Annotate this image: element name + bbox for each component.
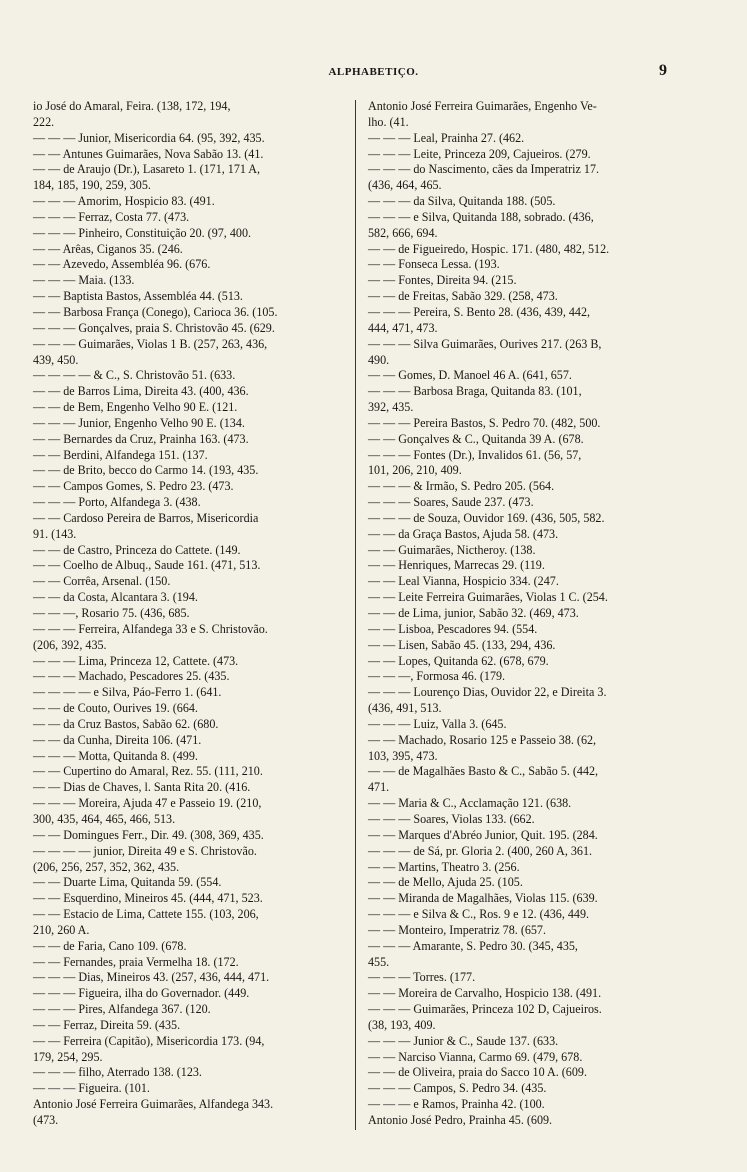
entry-line: — — Guimarães, Nictheroy. (138. <box>368 542 536 557</box>
entry-line: — — — Pereira Bastos, S. Pedro 70. (482, 500. <box>368 415 601 430</box>
entry-line: — — de Araujo (Dr.), Lasareto 1. (171, 171 A, <box>33 162 261 177</box>
entry-line: 184, 185, 190, 259, 305. <box>33 178 151 193</box>
entry-line: — — — Leite, Princeza 209, Cajueiros. (279. <box>368 146 591 161</box>
entry-line: — — — Moreira, Ajuda 47 e Passeio 19. (210, <box>33 796 262 811</box>
page-title: ALPHABETIÇO. <box>328 66 419 78</box>
entry-line: (473. <box>33 1113 59 1127</box>
entry-line: — — — Porto, Alfandega 3. (438. <box>33 495 201 510</box>
entry-line: — — Marques d'Abréo Junior, Quit. 195. (284. <box>368 827 598 842</box>
entry-line: — — — Lima, Princeza 12, Cattete. (473. <box>33 653 239 668</box>
entry-line: — — Lisen, Sabão 45. (133, 294, 436. <box>368 637 556 652</box>
entry-line: — — Narciso Vianna, Carmo 69. (479, 678. <box>368 1049 583 1064</box>
entry-line: — — Monteiro, Imperatriz 78. (657. <box>368 922 547 937</box>
entry-line: — — — Lourenço Dias, Ouvidor 22, e Direita 3. <box>368 685 607 700</box>
entry-line: — — — e Ramos, Prainha 42. (100. <box>368 1097 545 1112</box>
entry-line: — — de Oliveira, praia do Sacco 10 A. (609. <box>368 1065 587 1080</box>
entry-line: — — de Freitas, Sabão 329. (258, 473. <box>368 289 558 304</box>
entry-line: — — — Junior, Misericordia 64. (95, 392, 435. <box>33 130 265 145</box>
entry-line: — — Lisboa, Pescadores 94. (554. <box>368 621 538 636</box>
right-column <box>368 99 718 1129</box>
entry-line: — — Henriques, Marrecas 29. (119. <box>368 558 545 573</box>
page-header <box>0 62 747 88</box>
entry-line: — — — filho, Aterrado 138. (123. <box>33 1065 202 1080</box>
entry-line: — — — Pinheiro, Constituição 20. (97, 400. <box>33 225 252 240</box>
entry-line: — — Barbosa França (Conego), Carioca 36. (105. <box>33 304 278 319</box>
entry-line: 210, 260 A. <box>33 922 90 937</box>
entry-line: — — — Fontes (Dr.), Invalidos 61. (56, 57, <box>368 447 582 462</box>
entry-line: — — — do Nascimento, cães da Imperatriz 17. <box>368 162 600 177</box>
entry-line: — — — Soares, Saude 237. (473. <box>368 495 534 510</box>
entry-line: — — — Guimarães, Princeza 102 D, Cajueiros. <box>368 1002 602 1017</box>
entry-line: — — — — e Silva, Páo-Ferro 1. (641. <box>33 685 222 700</box>
entry-line: — — — Dias, Mineiros 43. (257, 436, 444, 471. <box>33 970 270 985</box>
entry-line: — — Campos Gomes, S. Pedro 23. (473. <box>33 479 234 494</box>
entry-line: — — da Cunha, Direita 106. (471. <box>33 732 202 747</box>
entry-line: — — Lopes, Quitanda 62. (678, 679. <box>368 653 549 668</box>
left-column <box>33 99 351 1129</box>
entry-line: 103, 395, 473. <box>368 748 438 763</box>
entry-line: — — de Bem, Engenho Velho 90 E. (121. <box>33 400 238 415</box>
entry-line: — — de Figueiredo, Hospic. 171. (480, 482, 512. <box>368 241 610 256</box>
entry-line: — — Baptista Bastos, Assembléa 44. (513. <box>33 289 243 304</box>
entry-line: — — Machado, Rosario 125 e Passeio 38. (62, <box>368 732 597 747</box>
entry-line: — — de Faria, Cano 109. (678. <box>33 938 187 953</box>
entry-line: Antonio José Pedro, Prainha 45. (609. <box>368 1113 553 1127</box>
entry-line: — — Cupertino do Amaral, Rez. 55. (111, 210. <box>33 764 263 779</box>
entry-line: — — — Pires, Alfandega 367. (120. <box>33 1002 211 1017</box>
entry-line: — — — Leal, Prainha 27. (462. <box>368 130 525 145</box>
entry-line: — — — e Silva, Quitanda 188, sobrado. (436, <box>368 209 594 224</box>
entry-line: — — Corrêa, Arsenal. (150. <box>33 574 171 589</box>
entry-line: — — — Soares, Violas 133. (662. <box>368 811 535 826</box>
entry-line: — — Azevedo, Assembléa 96. (676. <box>33 257 211 272</box>
entry-line: Antonio José Ferreira Guimarães, Engenho Ve- <box>368 99 597 113</box>
column-divider <box>355 100 356 1130</box>
entry-line: — — Arêas, Ciganos 35. (246. <box>33 241 183 256</box>
entry-line: — — — Junior & C., Saude 137. (633. <box>368 1033 559 1048</box>
entry-line: (206, 256, 257, 352, 362, 435. <box>33 859 180 874</box>
entry-line: — — — Ferraz, Costa 77. (473. <box>33 209 190 224</box>
entry-line: — — Miranda de Magalhães, Violas 115. (639. <box>368 891 598 906</box>
entry-line: — — da Costa, Alcantara 3. (194. <box>33 590 198 605</box>
entry-line: — — Leal Vianna, Hospicio 334. (247. <box>368 574 559 589</box>
entry-line: (436, 464, 465. <box>368 178 442 193</box>
entry-line: — — — Junior, Engenho Velho 90 E. (134. <box>33 415 245 430</box>
entry-line: — — — e Silva & C., Ros. 9 e 12. (436, 449. <box>368 907 590 922</box>
entry-line: — — Ferraz, Direita 59. (435. <box>33 1017 181 1032</box>
entry-line: — — Fernandes, praia Vermelha 18. (172. <box>33 954 239 969</box>
entry-line: — — — Maia. (133. <box>33 273 135 288</box>
entry-line: — — de Mello, Ajuda 25. (105. <box>368 875 523 890</box>
entry-line: — — — Gonçalves, praia S. Christovão 45. (629. <box>33 320 275 335</box>
entry-line: — — — Torres. (177. <box>368 970 476 985</box>
entry-line: 490. <box>368 352 390 367</box>
entry-line: — — Gomes, D. Manoel 46 A. (641, 657. <box>368 368 572 383</box>
entry-line: — — de Castro, Princeza do Cattete. (149. <box>33 542 241 557</box>
entry-line: 455. <box>368 954 390 969</box>
entry-line: 444, 471, 473. <box>368 320 438 335</box>
entry-line: — — de Barros Lima, Direita 43. (400, 436. <box>33 384 249 399</box>
entry-line: — — — Figueira, ilha do Governador. (449. <box>33 986 250 1001</box>
entry-line: 582, 666, 694. <box>368 225 438 240</box>
entry-line: — — —, Rosario 75. (436, 685. <box>33 606 190 620</box>
entry-line: — — Bernardes da Cruz, Prainha 163. (473. <box>33 431 249 446</box>
entry-line: (436, 491, 513. <box>368 701 442 716</box>
entry-line: — — — Ferreira, Alfandega 33 e S. Christovão. <box>33 621 268 636</box>
entry-line: — — de Brito, becco do Carmo 14. (193, 435. <box>33 463 259 478</box>
entry-line: — — — Pereira, S. Bento 28. (436, 439, 442, <box>368 304 591 319</box>
entry-line: — — — Luiz, Valla 3. (645. <box>368 716 507 731</box>
entry-line: — — Cardoso Pereira de Barros, Misericordia <box>33 510 259 525</box>
entry-line: 179, 254, 295. <box>33 1049 103 1064</box>
entry-line: — — — — & C., S. Christovão 51. (633. <box>33 368 236 383</box>
entry-line: — — Ferreira (Capitão), Misericordia 173. (94, <box>33 1033 265 1048</box>
entry-line: — — Fonseca Lessa. (193. <box>368 257 500 272</box>
entry-line: — — Estacio de Lima, Cattete 155. (103, 206, <box>33 907 259 922</box>
entry-line: — — — Motta, Quitanda 8. (499. <box>33 748 198 763</box>
entry-line: — — — Amarante, S. Pedro 30. (345, 435, <box>368 938 578 953</box>
entry-line: — — Fontes, Direita 94. (215. <box>368 273 517 288</box>
entry-line: 300, 435, 464, 465, 466, 513. <box>33 811 176 826</box>
entry-line: — — Berdini, Alfandega 151. (137. <box>33 447 208 462</box>
entry-line: — — de Couto, Ourives 19. (664. <box>33 701 198 716</box>
entry-line: 101, 206, 210, 409. <box>368 463 462 478</box>
entry-line: — — Coelho de Albuq., Saude 161. (471, 513. <box>33 558 261 573</box>
entry-line: — — — de Souza, Ouvidor 169. (436, 505, 582. <box>368 510 605 525</box>
entry-line: — — Domingues Ferr., Dir. 49. (308, 369, 435. <box>33 827 264 842</box>
entry-line: 439, 450. <box>33 352 79 367</box>
entry-line: — — — da Silva, Quitanda 188. (505. <box>368 194 556 209</box>
entry-line: 222. <box>33 114 55 129</box>
entry-line: — — da Graça Bastos, Ajuda 58. (473. <box>368 526 559 541</box>
entry-line: lho. (41. <box>368 114 409 129</box>
entry-line: — — Esquerdino, Mineiros 45. (444, 471, 523. <box>33 891 263 906</box>
entry-line: — — Martins, Theatro 3. (256. <box>368 859 520 874</box>
entry-line: — — — Figueira. (101. <box>33 1081 150 1096</box>
entry-line: — — — — junior, Direita 49 e S. Christovão. <box>33 843 257 858</box>
entry-line: — — —, Formosa 46. (179. <box>368 669 506 684</box>
entry-line: — — da Cruz Bastos, Sabão 62. (680. <box>33 716 219 731</box>
entry-line: — — — Amorim, Hospicio 83. (491. <box>33 194 215 209</box>
entry-line: 91. (143. <box>33 526 77 541</box>
entry-line: — — Maria & C., Acclamação 121. (638. <box>368 796 572 811</box>
entry-line: — — Duarte Lima, Quitanda 59. (554. <box>33 875 222 890</box>
entry-line: — — Gonçalves & C., Quitanda 39 A. (678. <box>368 431 584 446</box>
entry-line: — — — Silva Guimarães, Ourives 217. (263 B, <box>368 336 602 351</box>
entry-line: — — — Barbosa Braga, Quitanda 83. (101, <box>368 384 582 399</box>
entry-line: — — — Campos, S. Pedro 34. (435. <box>368 1081 547 1096</box>
entry-line: — — Dias de Chaves, l. Santa Rita 20. (416. <box>33 780 251 795</box>
entry-line: — — — de Sá, pr. Gloria 2. (400, 260 A, 361. <box>368 843 593 858</box>
page-number: 9 <box>659 62 667 79</box>
entry-line: (206, 392, 435. <box>33 637 107 652</box>
entry-line: — — de Magalhães Basto & C., Sabão 5. (442, <box>368 764 599 779</box>
entry-line: 471. <box>368 780 390 795</box>
entry-line: Antonio José Ferreira Guimarães, Alfandega 343. <box>33 1097 274 1112</box>
entry-line: — — de Lima, junior, Sabão 32. (469, 473. <box>368 606 579 620</box>
entry-line: — — Moreira de Carvalho, Hospicio 138. (491. <box>368 986 602 1001</box>
entry-line: — — Leite Ferreira Guimarães, Violas 1 C. (254. <box>368 590 608 605</box>
entry-line: — — — Guimarães, Violas 1 B. (257, 263, 436, <box>33 336 268 351</box>
entry-line: io José do Amaral, Feira. (138, 172, 194, <box>33 99 231 113</box>
entry-line: — — Antunes Guimarães, Nova Sabão 13. (41. <box>33 146 264 161</box>
entry-line: — — — & Irmão, S. Pedro 205. (564. <box>368 479 555 494</box>
entry-line: — — — Machado, Pescadores 25. (435. <box>33 669 230 684</box>
entry-line: 392, 435. <box>368 400 414 415</box>
entry-line: (38, 193, 409. <box>368 1017 436 1032</box>
